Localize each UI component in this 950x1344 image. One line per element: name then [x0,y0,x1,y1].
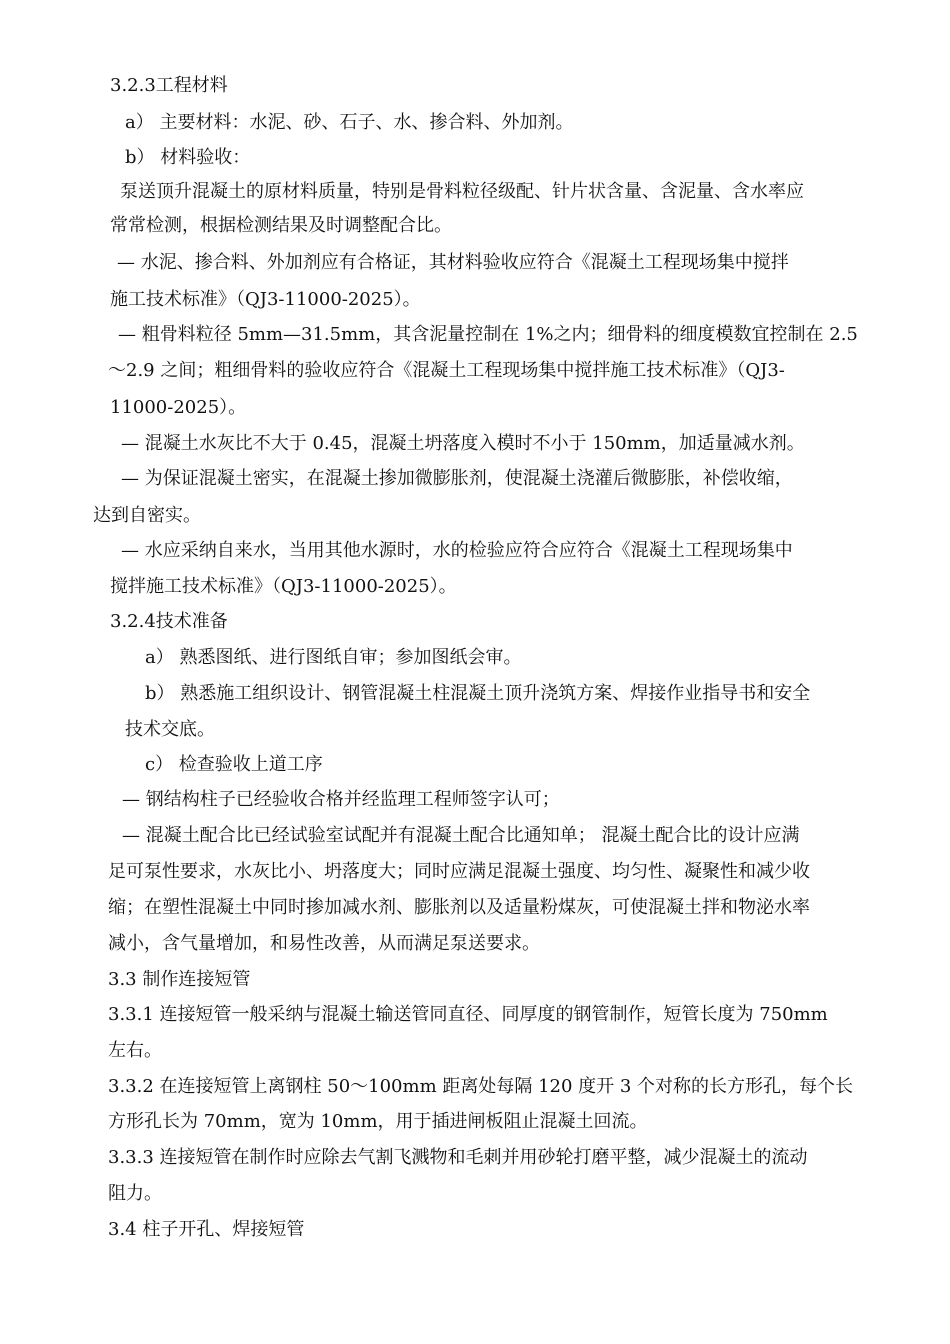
list-item-b-construction-design: b） 熟悉施工组织设计、钢管混凝土柱混凝土顶升浇筑方案、焊接作业指导书和安全 [145,683,811,704]
paragraph-line: — 水应采纳自来水，当用其他水源时，水的检验应符合应符合《混凝土工程现场集中 [121,540,793,561]
list-item-a-main-materials: a） 主要材料：水泥、砂、石子、水、掺合料、外加剂。 [125,112,574,133]
paragraph-line: 11000-2025）。 [110,397,247,418]
paragraph-line: 技术交底。 [125,719,215,740]
paragraph-line: 泵送顶升混凝土的原材料质量，特别是骨料粒径级配、针片状含量、含泥量、含水率应 [120,181,804,202]
paragraph-line: — 为保证混凝土密实，在混凝土掺加微膨胀剂，使混凝土浇灌后微膨胀，补偿收缩， [121,468,793,489]
paragraph-line: 施工技术标准》（QJ3-11000-2025）。 [110,289,421,310]
paragraph-line: — 粗骨料粒径 5mm—31.5mm，其含泥量控制在 1%之内；细骨料的细度模数宜控制在 2.5 [118,324,858,345]
paragraph-line: — 水泥、掺合料、外加剂应有合格证，其材料验收应符合《混凝土工程现场集中搅拌 [117,252,789,273]
paragraph-line: 减小，含气量增加，和易性改善，从而满足泵送要求。 [108,933,540,954]
heading-3-2-4: 3.2.4技术准备 [110,611,228,632]
list-item-a-drawings: a） 熟悉图纸、进行图纸自审；参加图纸会审。 [145,647,522,668]
paragraph-line: 缩；在塑性混凝土中同时掺加减水剂、膨胀剂以及适量粉煤灰，可使混凝土拌和物泌水率 [108,897,810,918]
heading-3-2-3: 3.2.3工程材料 [110,75,228,96]
list-item-c-inspection: c） 检查验收上道工序 [145,754,323,775]
paragraph-line: 方形孔长为 70mm，宽为 10mm，用于插进闸板阻止混凝土回流。 [108,1111,648,1132]
paragraph-line: 达到自密实。 [93,505,201,526]
paragraph-line: 阻力。 [108,1183,162,1204]
paragraph-line: ～2.9 之间；粗细骨料的验收应符合《混凝土工程现场集中搅拌施工技术标准》（QJ3- [108,360,785,381]
paragraph-line: 3.3.3 连接短管在制作时应除去气割飞溅物和毛刺并用砂轮打磨平整，减少混凝土的流动 [108,1147,808,1168]
paragraph-line: — 钢结构柱子已经验收合格并经监理工程师签字认可； [122,789,560,810]
paragraph-line: 3.3.2 在连接短管上离钢柱 50～100mm 距离处每隔 120 度开 3 个对称的长方形孔，每个长 [108,1076,854,1097]
paragraph-line: — 混凝土水灰比不大于 0.45，混凝土坍落度入模时不小于 150mm，加适量减水剂。 [121,433,805,454]
paragraph-line: 足可泵性要求，水灰比小、坍落度大；同时应满足混凝土强度、均匀性、凝聚性和减少收 [108,861,810,882]
paragraph-line: 左右。 [108,1040,162,1061]
paragraph-line: 3.3.1 连接短管一般采纳与混凝土输送管同直径、同厚度的钢管制作，短管长度为 750mm [108,1004,828,1025]
paragraph-line: — 混凝土配合比已经试验室试配并有混凝土配合比通知单； 混凝土配合比的设计应满 [122,825,800,846]
heading-3-3: 3.3 制作连接短管 [108,969,251,990]
paragraph-line: 搅拌施工技术标准》（QJ3-11000-2025）。 [110,576,457,597]
paragraph-line: 常常检测，根据检测结果及时调整配合比。 [110,215,452,236]
heading-3-4: 3.4 柱子开孔、焊接短管 [108,1219,305,1240]
list-item-b-material-acceptance: b） 材料验收： [125,147,251,168]
